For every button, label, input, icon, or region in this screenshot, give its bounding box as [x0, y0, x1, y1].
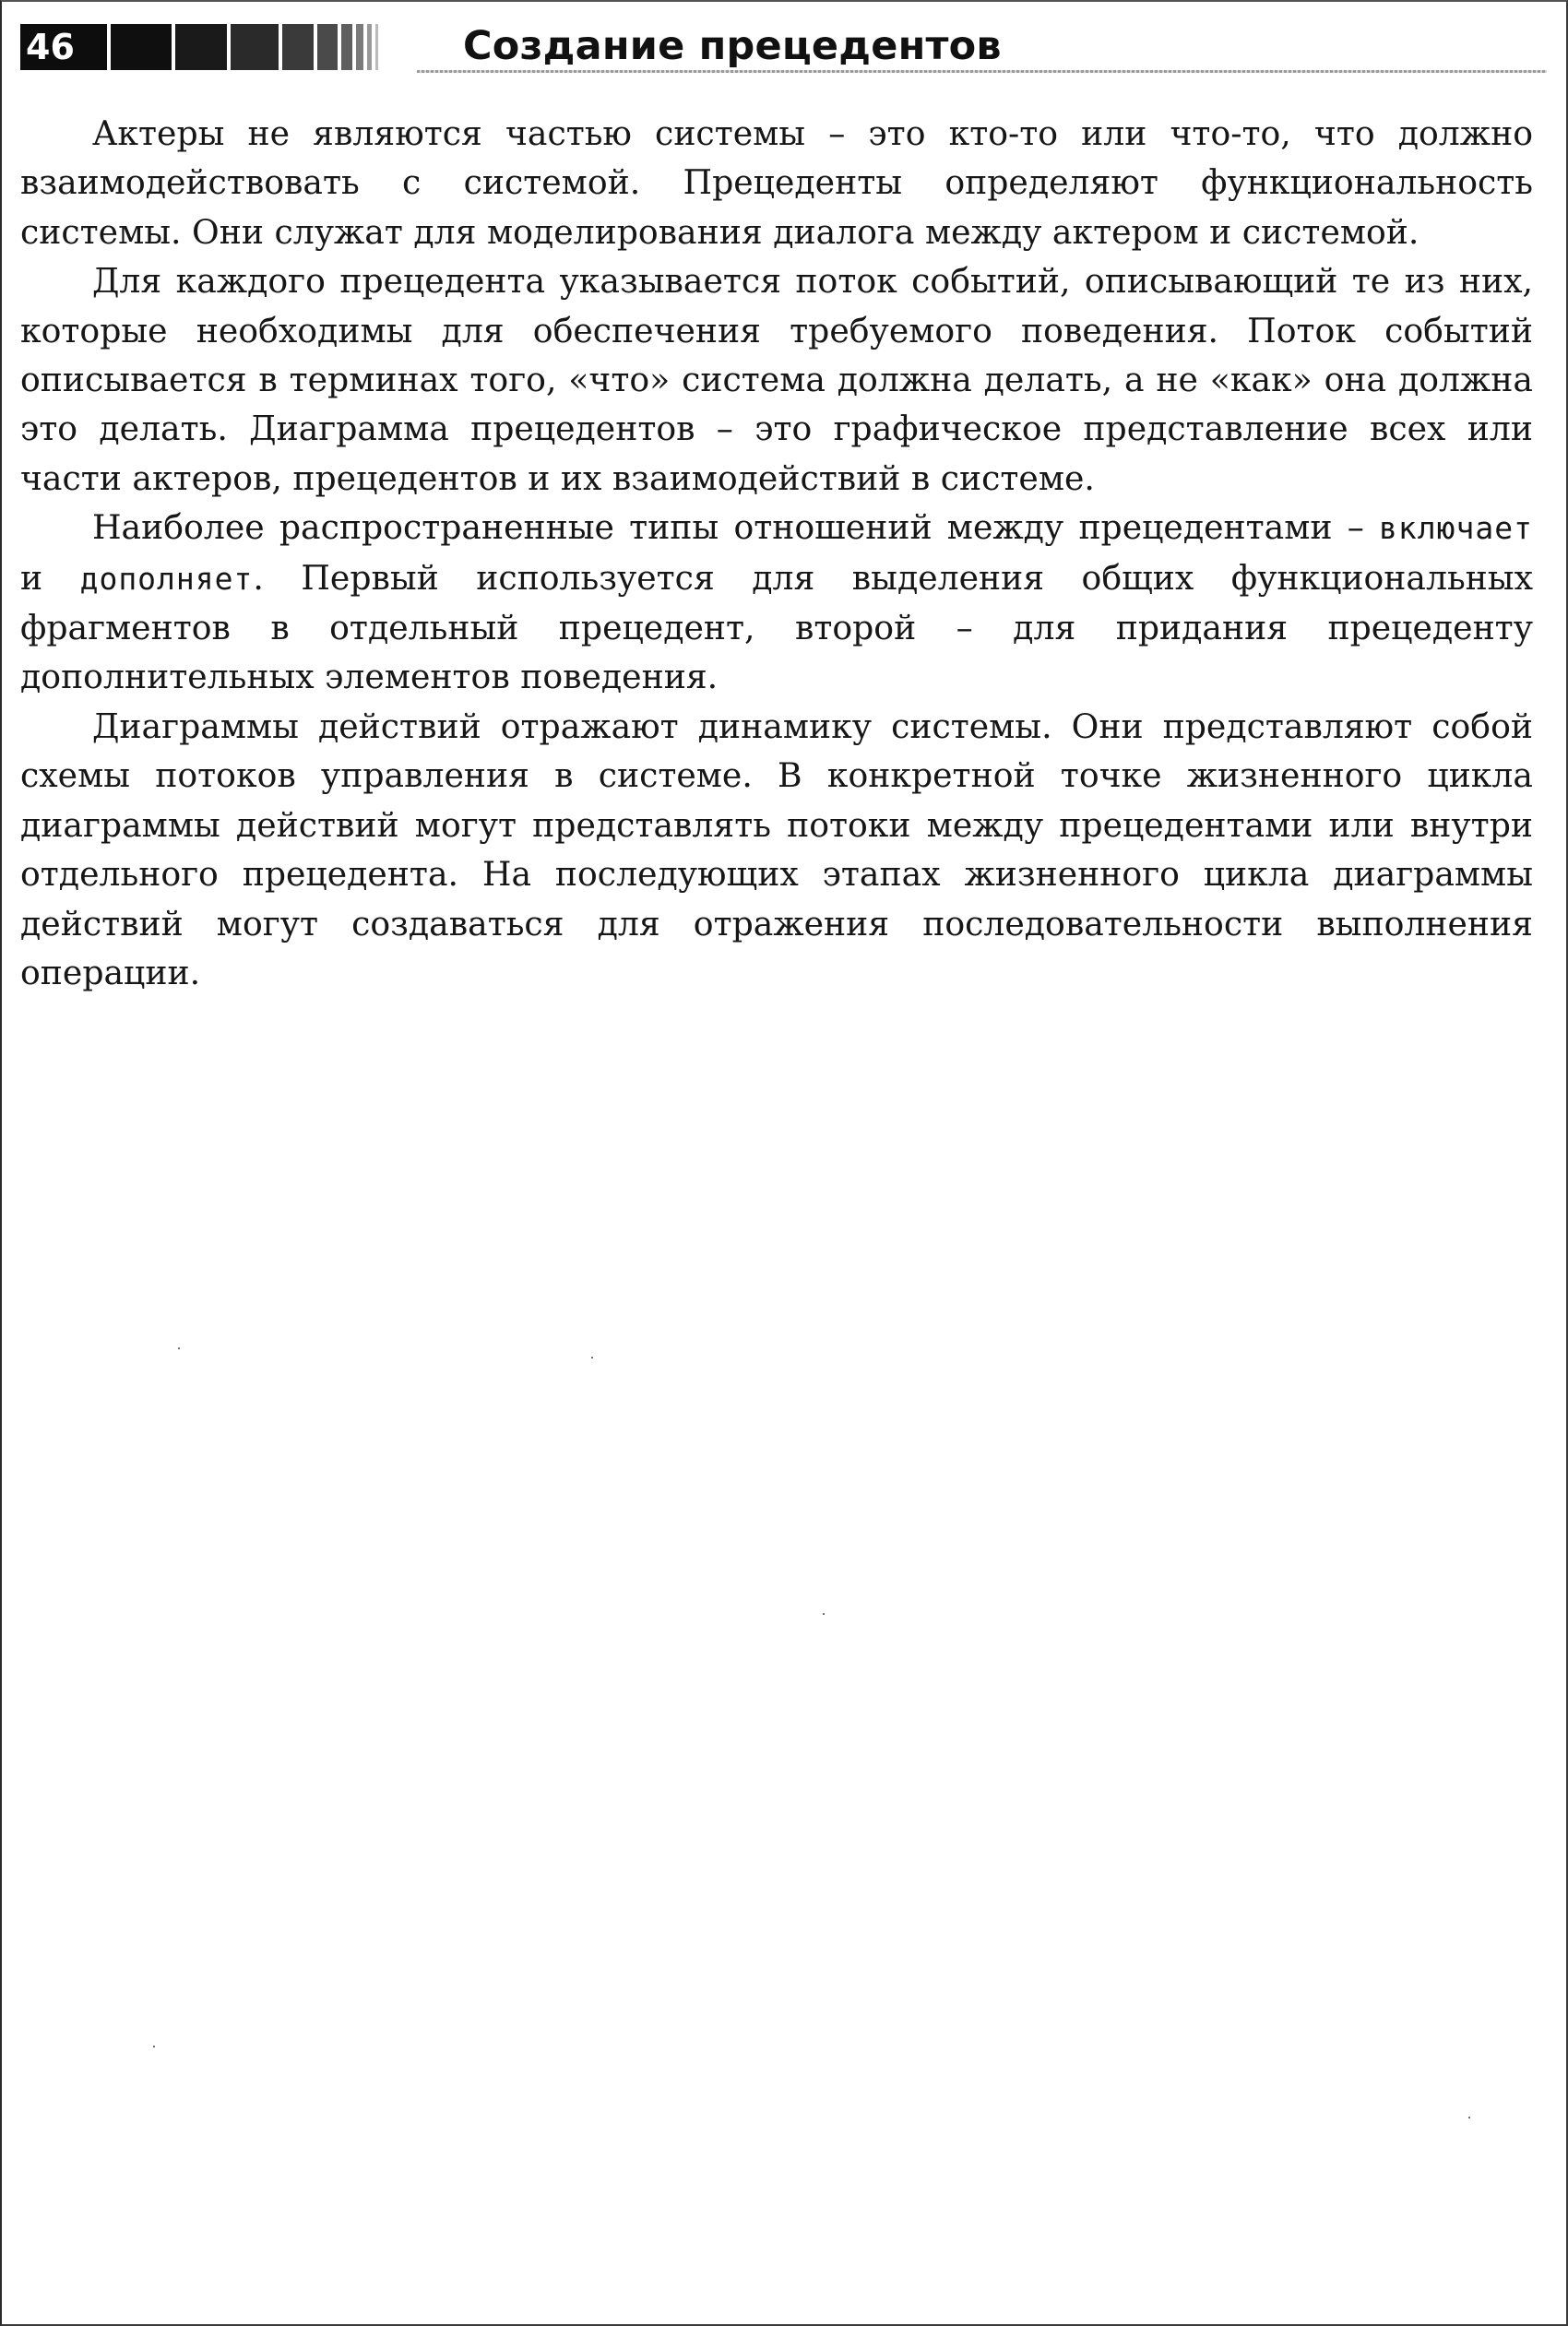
- header-bar: [356, 24, 363, 70]
- paragraph-text: и: [20, 557, 80, 598]
- header-decoration-bars: [111, 24, 424, 70]
- paragraph: Для каждого прецедента указывается поток событий, описывающий те из них, которые необходимы для обеспечения требуемого поведения. Поток событий описывается в терминах того, «что» система должна делать, а не «как» она должна это делать. Диаграмма прецедентов – это графическое представление всех или части актеров, прецедентов и их взаимодействий в системе.: [20, 261, 1533, 498]
- running-header: [20, 20, 1547, 74]
- paragraph: [20, 503, 1533, 702]
- header-bar: [317, 24, 338, 70]
- scan-speck: [153, 2046, 155, 2047]
- page-number: 46: [20, 24, 107, 70]
- chapter-title: Создание прецедентов: [463, 23, 1002, 69]
- header-bar: [367, 24, 372, 70]
- header-bar: [111, 24, 172, 70]
- paragraph-text: . Первый используется для выделения общих функциональных фрагментов в отдельный прецедент, второй – для придания прецеденту дополнительных элементов поведения.: [20, 557, 1533, 697]
- header-bar: [282, 24, 314, 70]
- paragraph: Актеры не являются частью системы – это кто-то или что-то, что должно взаимодействовать с системой. Прецеденты определяют функциональность системы. Они служат для моделирования диалога между актером и системой.: [20, 113, 1533, 252]
- paragraph-text: Наиболее распространенные типы отношений между прецедентами –: [92, 507, 1380, 548]
- term-extends: дополняет: [79, 560, 254, 597]
- header-bar: [231, 24, 279, 70]
- scan-speck: [1468, 2117, 1470, 2118]
- header-bar: [341, 24, 352, 70]
- header-bar: [175, 24, 227, 70]
- scan-speck: [823, 1613, 825, 1615]
- term-includes: включает: [1379, 510, 1533, 547]
- body-text: [20, 109, 1533, 997]
- scan-speck: [178, 1347, 180, 1349]
- scan-speck: [591, 1357, 593, 1359]
- header-bar: [375, 24, 378, 70]
- paragraph: Диаграммы действий отражают динамику системы. Они представляют собой схемы потоков управления в системе. В конкретной точке жизненного цикла диаграммы действий могут представлять потоки между прецедентами или внутри отдельного прецедента. На последующих этапах жизненного цикла диаграммы действий могут создаваться для отражения последовательности выполнения операции.: [20, 706, 1533, 992]
